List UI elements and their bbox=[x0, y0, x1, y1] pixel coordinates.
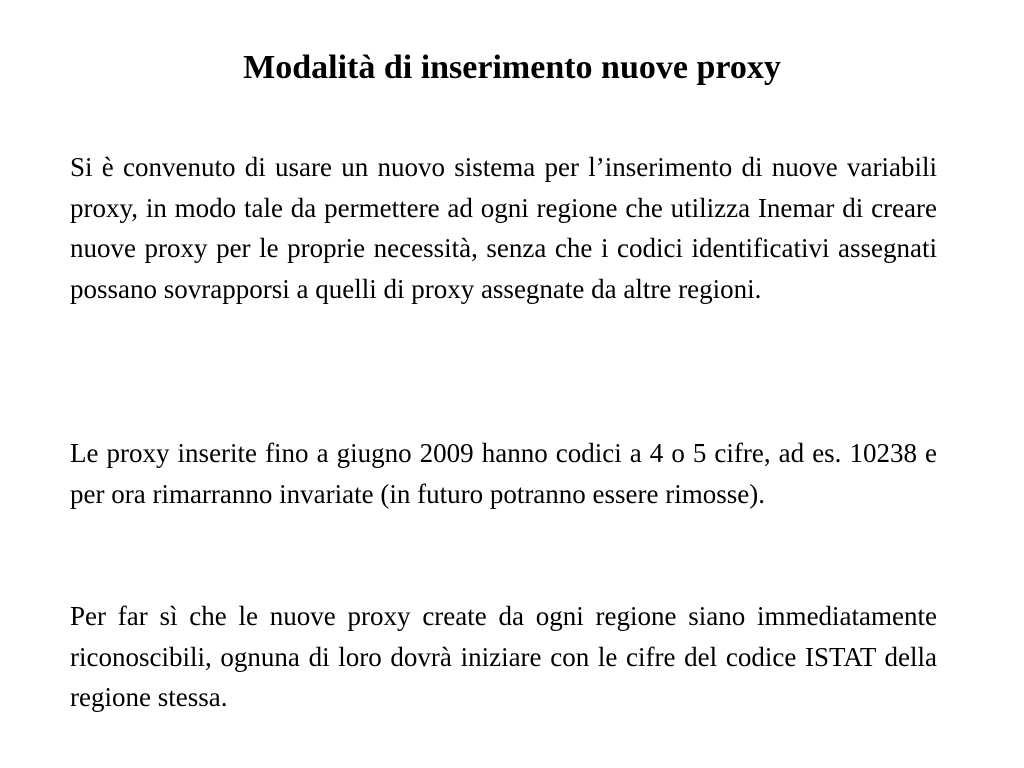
paragraph-istat-prefix: Per far sì che le nuove proxy create da ogni regione siano immediatamente riconoscibili, ognuna di loro dovrà iniziare con le cifre del codice ISTAT della regione stessa. bbox=[70, 601, 937, 712]
slide-title: Modalità di inserimento nuove proxy bbox=[243, 49, 781, 86]
paragraph-proxy-system: Si è convenuto di usare un nuovo sistema per l’inserimento di nuove variabili proxy, in modo tale da permettere ad ogni regione che utilizza Inemar di creare nuove proxy per le proprie necessità, senza che i codici identificativi assegnati possano sovrapporsi a quelli di proxy assegnate da altre regioni. bbox=[70, 152, 937, 304]
paragraph-existing-proxies: Le proxy inserite fino a giugno 2009 hanno codici a 4 o 5 cifre, ad es. 10238 e per ora rimarranno invariate (in futuro potranno essere rimosse). bbox=[70, 438, 937, 509]
